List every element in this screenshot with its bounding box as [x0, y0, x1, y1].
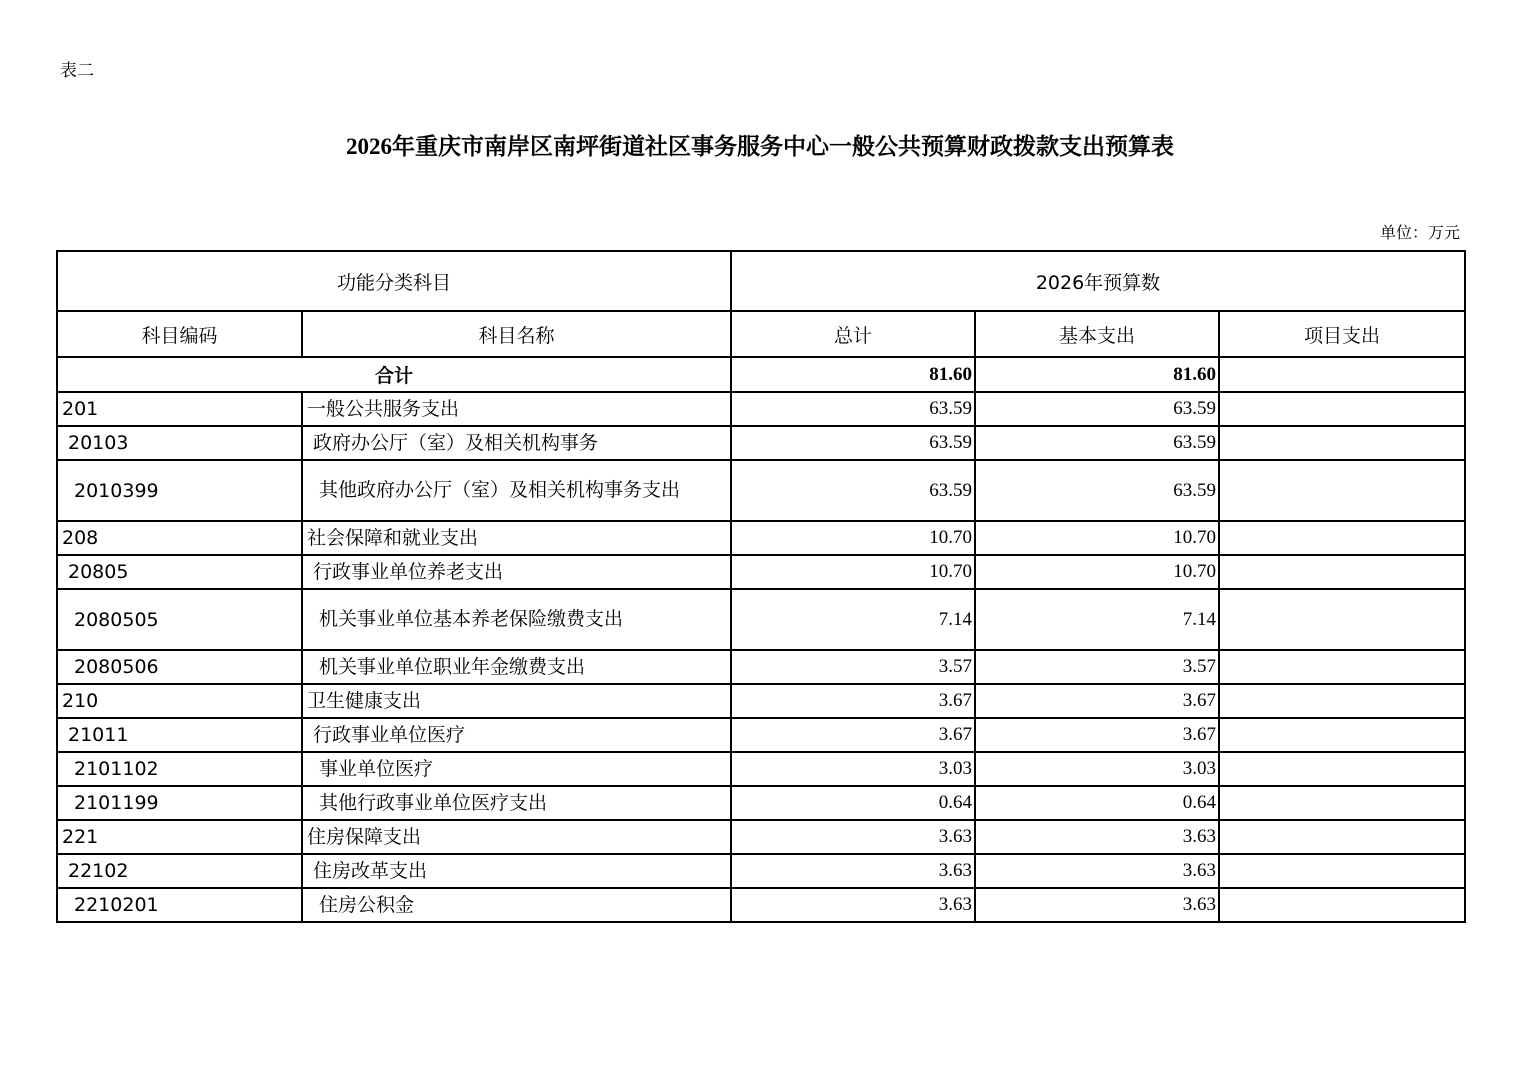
subject-code-cell: 2080505	[57, 589, 302, 650]
total-column-header: 总计	[731, 311, 975, 357]
project-sum	[1219, 357, 1465, 392]
table-row	[57, 786, 1465, 820]
project-cell	[1219, 786, 1465, 820]
basic-cell: 3.67	[975, 684, 1219, 718]
project-cell	[1219, 752, 1465, 786]
subject-name-cell: 行政事业单位养老支出	[302, 555, 731, 589]
basic-column-header: 基本支出	[975, 311, 1219, 357]
basic-cell: 7.14	[975, 589, 1219, 650]
project-cell	[1219, 555, 1465, 589]
subject-name-cell: 住房改革支出	[302, 854, 731, 888]
basic-cell: 3.63	[975, 888, 1219, 922]
subject-name-cell: 其他政府办公厅（室）及相关机构事务支出	[302, 460, 731, 521]
subject-name-cell: 住房公积金	[302, 888, 731, 922]
table-row	[57, 426, 1465, 460]
basic-cell: 10.70	[975, 521, 1219, 555]
name-column-header: 科目名称	[302, 311, 731, 357]
subject-code-cell: 2101102	[57, 752, 302, 786]
total-cell: 63.59	[731, 426, 975, 460]
project-cell	[1219, 521, 1465, 555]
total-cell: 0.64	[731, 786, 975, 820]
subject-code-cell: 2010399	[57, 460, 302, 521]
subject-code-cell: 201	[57, 392, 302, 426]
project-cell	[1219, 460, 1465, 521]
table-row	[57, 820, 1465, 854]
budget-year-header: 2026年预算数	[731, 251, 1465, 311]
basic-cell: 3.57	[975, 650, 1219, 684]
table-row	[57, 650, 1465, 684]
subject-name-cell: 机关事业单位基本养老保险缴费支出	[302, 589, 731, 650]
basic-sum: 81.60	[975, 357, 1219, 392]
total-cell: 3.67	[731, 684, 975, 718]
subject-name-cell: 政府办公厅（室）及相关机构事务	[302, 426, 731, 460]
document-title: 2026年重庆市南岸区南坪街道社区事务服务中心一般公共预算财政拨款支出预算表	[346, 134, 1174, 159]
basic-cell: 3.63	[975, 820, 1219, 854]
table-row	[57, 684, 1465, 718]
table-row	[57, 555, 1465, 589]
total-cell: 7.14	[731, 589, 975, 650]
subject-code-cell: 2210201	[57, 888, 302, 922]
project-cell	[1219, 589, 1465, 650]
subject-name-cell: 社会保障和就业支出	[302, 521, 731, 555]
basic-cell: 63.59	[975, 426, 1219, 460]
total-cell: 3.63	[731, 888, 975, 922]
basic-cell: 3.63	[975, 854, 1219, 888]
total-cell: 10.70	[731, 521, 975, 555]
table-row	[57, 460, 1465, 521]
total-sum: 81.60	[731, 357, 975, 392]
project-cell	[1219, 426, 1465, 460]
group-header-row	[57, 251, 1465, 311]
total-cell: 3.63	[731, 854, 975, 888]
total-row	[57, 357, 1465, 392]
subject-code-cell: 221	[57, 820, 302, 854]
subject-code-cell: 22102	[57, 854, 302, 888]
table-row	[57, 752, 1465, 786]
total-cell: 3.03	[731, 752, 975, 786]
table-row	[57, 589, 1465, 650]
table-row	[57, 521, 1465, 555]
total-cell: 63.59	[731, 392, 975, 426]
subject-code-cell: 210	[57, 684, 302, 718]
project-cell	[1219, 888, 1465, 922]
project-cell	[1219, 650, 1465, 684]
total-cell: 3.63	[731, 820, 975, 854]
table-row	[57, 718, 1465, 752]
functional-category-header: 功能分类科目	[57, 251, 731, 311]
basic-cell: 63.59	[975, 460, 1219, 521]
total-label: 合计	[57, 357, 731, 392]
basic-cell: 0.64	[975, 786, 1219, 820]
budget-table	[56, 250, 1466, 923]
table-row	[57, 854, 1465, 888]
subject-name-cell: 住房保障支出	[302, 820, 731, 854]
basic-cell: 10.70	[975, 555, 1219, 589]
subject-name-cell: 卫生健康支出	[302, 684, 731, 718]
total-cell: 3.67	[731, 718, 975, 752]
subject-code-cell: 20805	[57, 555, 302, 589]
total-cell: 10.70	[731, 555, 975, 589]
project-cell	[1219, 684, 1465, 718]
subject-name-cell: 行政事业单位医疗	[302, 718, 731, 752]
subject-code-cell: 2080506	[57, 650, 302, 684]
subject-code-cell: 21011	[57, 718, 302, 752]
subject-name-cell: 其他行政事业单位医疗支出	[302, 786, 731, 820]
column-header-row	[57, 311, 1465, 357]
subject-name-cell: 一般公共服务支出	[302, 392, 731, 426]
total-cell: 63.59	[731, 460, 975, 521]
basic-cell: 63.59	[975, 392, 1219, 426]
subject-code-cell: 20103	[57, 426, 302, 460]
subject-code-cell: 2101199	[57, 786, 302, 820]
subject-code-cell: 208	[57, 521, 302, 555]
subject-name-cell: 机关事业单位职业年金缴费支出	[302, 650, 731, 684]
project-cell	[1219, 854, 1465, 888]
basic-cell: 3.03	[975, 752, 1219, 786]
project-cell	[1219, 392, 1465, 426]
code-column-header: 科目编码	[57, 311, 302, 357]
unit-label: 单位：万元	[1379, 223, 1460, 242]
basic-cell: 3.67	[975, 718, 1219, 752]
total-cell: 3.57	[731, 650, 975, 684]
table-row	[57, 888, 1465, 922]
project-column-header: 项目支出	[1219, 311, 1465, 357]
project-cell	[1219, 820, 1465, 854]
table-label: 表二	[60, 61, 94, 81]
project-cell	[1219, 718, 1465, 752]
table-row	[57, 392, 1465, 426]
subject-name-cell: 事业单位医疗	[302, 752, 731, 786]
